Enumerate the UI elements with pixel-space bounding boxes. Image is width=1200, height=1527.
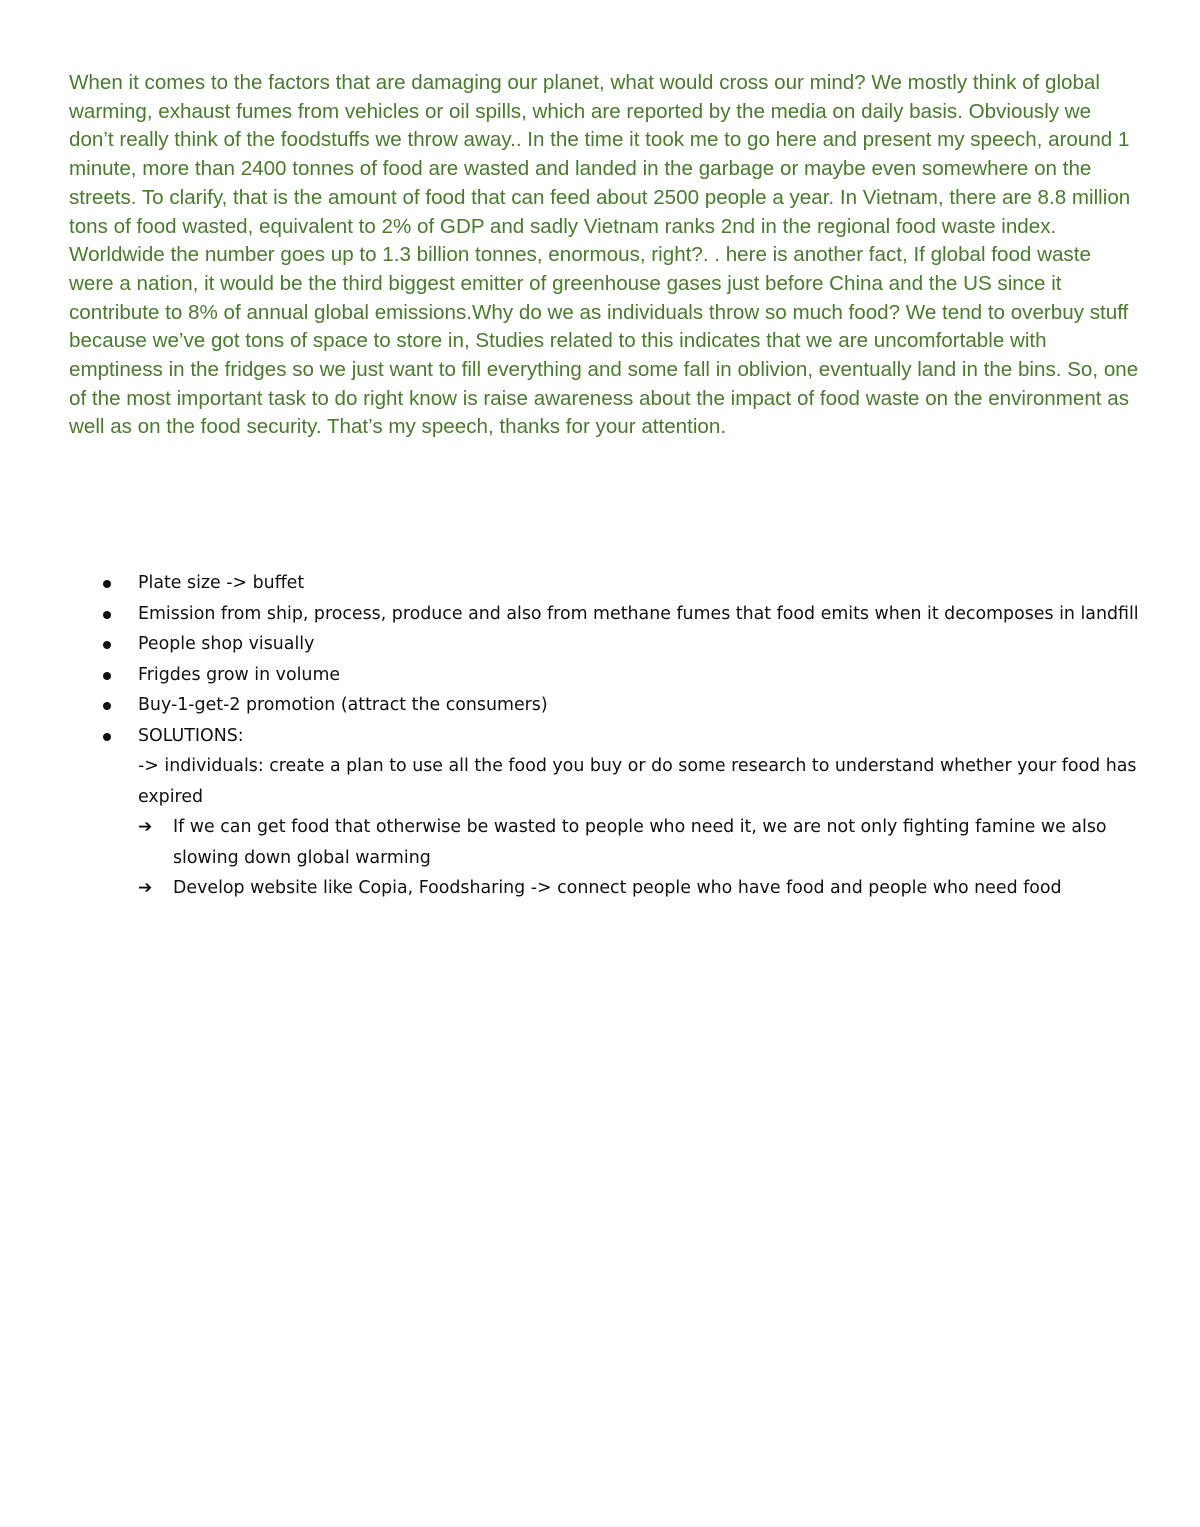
solution-famine: If we can get food that otherwise be wasted to people who need it, we are not only fighting famine we also slowing down global warming	[173, 817, 1107, 868]
bullet-icon	[103, 672, 111, 680]
list-item	[100, 660, 1160, 691]
note-plate-size: Plate size -> buffet	[138, 573, 305, 593]
bullet-icon	[103, 611, 111, 619]
list-item	[138, 812, 1160, 873]
list-item	[100, 690, 1160, 721]
list-item	[100, 568, 1160, 599]
note-shop-visually: People shop visually	[138, 634, 315, 654]
arrow-right-icon: ➔	[138, 817, 153, 837]
arrow-list	[138, 812, 1160, 904]
list-item	[100, 629, 1160, 660]
speech-paragraph: When it comes to the factors that are damaging our planet, what would cross our mind? We mostly think of global warming, exhaust fumes from vehicles or oil spills, which are reported by the media on daily basis. Obviously we don’t really think of the foodstuffs we throw away.. In the time it took me to go here and present my speech, around 1 minute, more than 2400 tonnes of food are wasted and landed in the garbage or maybe even somewhere on the streets. To clarify, that is the amount of food that can feed about 2500 people a year. In Vietnam, there are 8.8 million tons of food wasted, equivalent to 2% of GDP and sadly Vietnam ranks 2nd in the regional food waste index. Worldwide the number goes up to 1.3 billion tonnes, enormous, right?. . here is another fact, If global food waste were a nation, it would be the third biggest emitter of greenhouse gases just before China and the US since it contribute to 8% of annual global emissions.Why do we as individuals throw so much food? We tend to overbuy stuff because we’ve got tons of space to store in, Studies related to this indicates that we are uncomfortable with emptiness in the fridges so we just want to fill everything and some fall in oblivion, eventually land in the bins. So, one of the most important task to do right know is raise awareness about the impact of food waste on the environment as well as on the food security. That’s my speech, thanks for your attention.	[69, 71, 1139, 439]
solutions-detail: -> individuals: create a plan to use all the food you buy or do some research to understand whether your food has expired	[138, 756, 1137, 807]
note-emission: Emission from ship, process, produce and also from methane fumes that food emits when it decomposes in landfill	[138, 603, 1139, 624]
list-item	[138, 873, 1160, 904]
note-fridges: Frigdes grow in volume	[138, 664, 341, 685]
bullet-icon	[103, 641, 111, 649]
notes-list	[100, 568, 1160, 904]
note-promotion: Buy-1-get-2 promotion (attract the consumers)	[138, 695, 548, 715]
list-item	[100, 599, 1160, 630]
solution-website: Develop website like Copia, Foodsharing -> connect people who have food and people who need food	[173, 878, 1062, 898]
list-item	[100, 721, 1160, 904]
solutions-heading: SOLUTIONS:	[138, 725, 244, 746]
bullet-icon	[103, 580, 111, 588]
bullet-icon	[103, 733, 111, 741]
arrow-right-icon: ➔	[138, 878, 153, 898]
bullet-icon	[103, 702, 111, 710]
